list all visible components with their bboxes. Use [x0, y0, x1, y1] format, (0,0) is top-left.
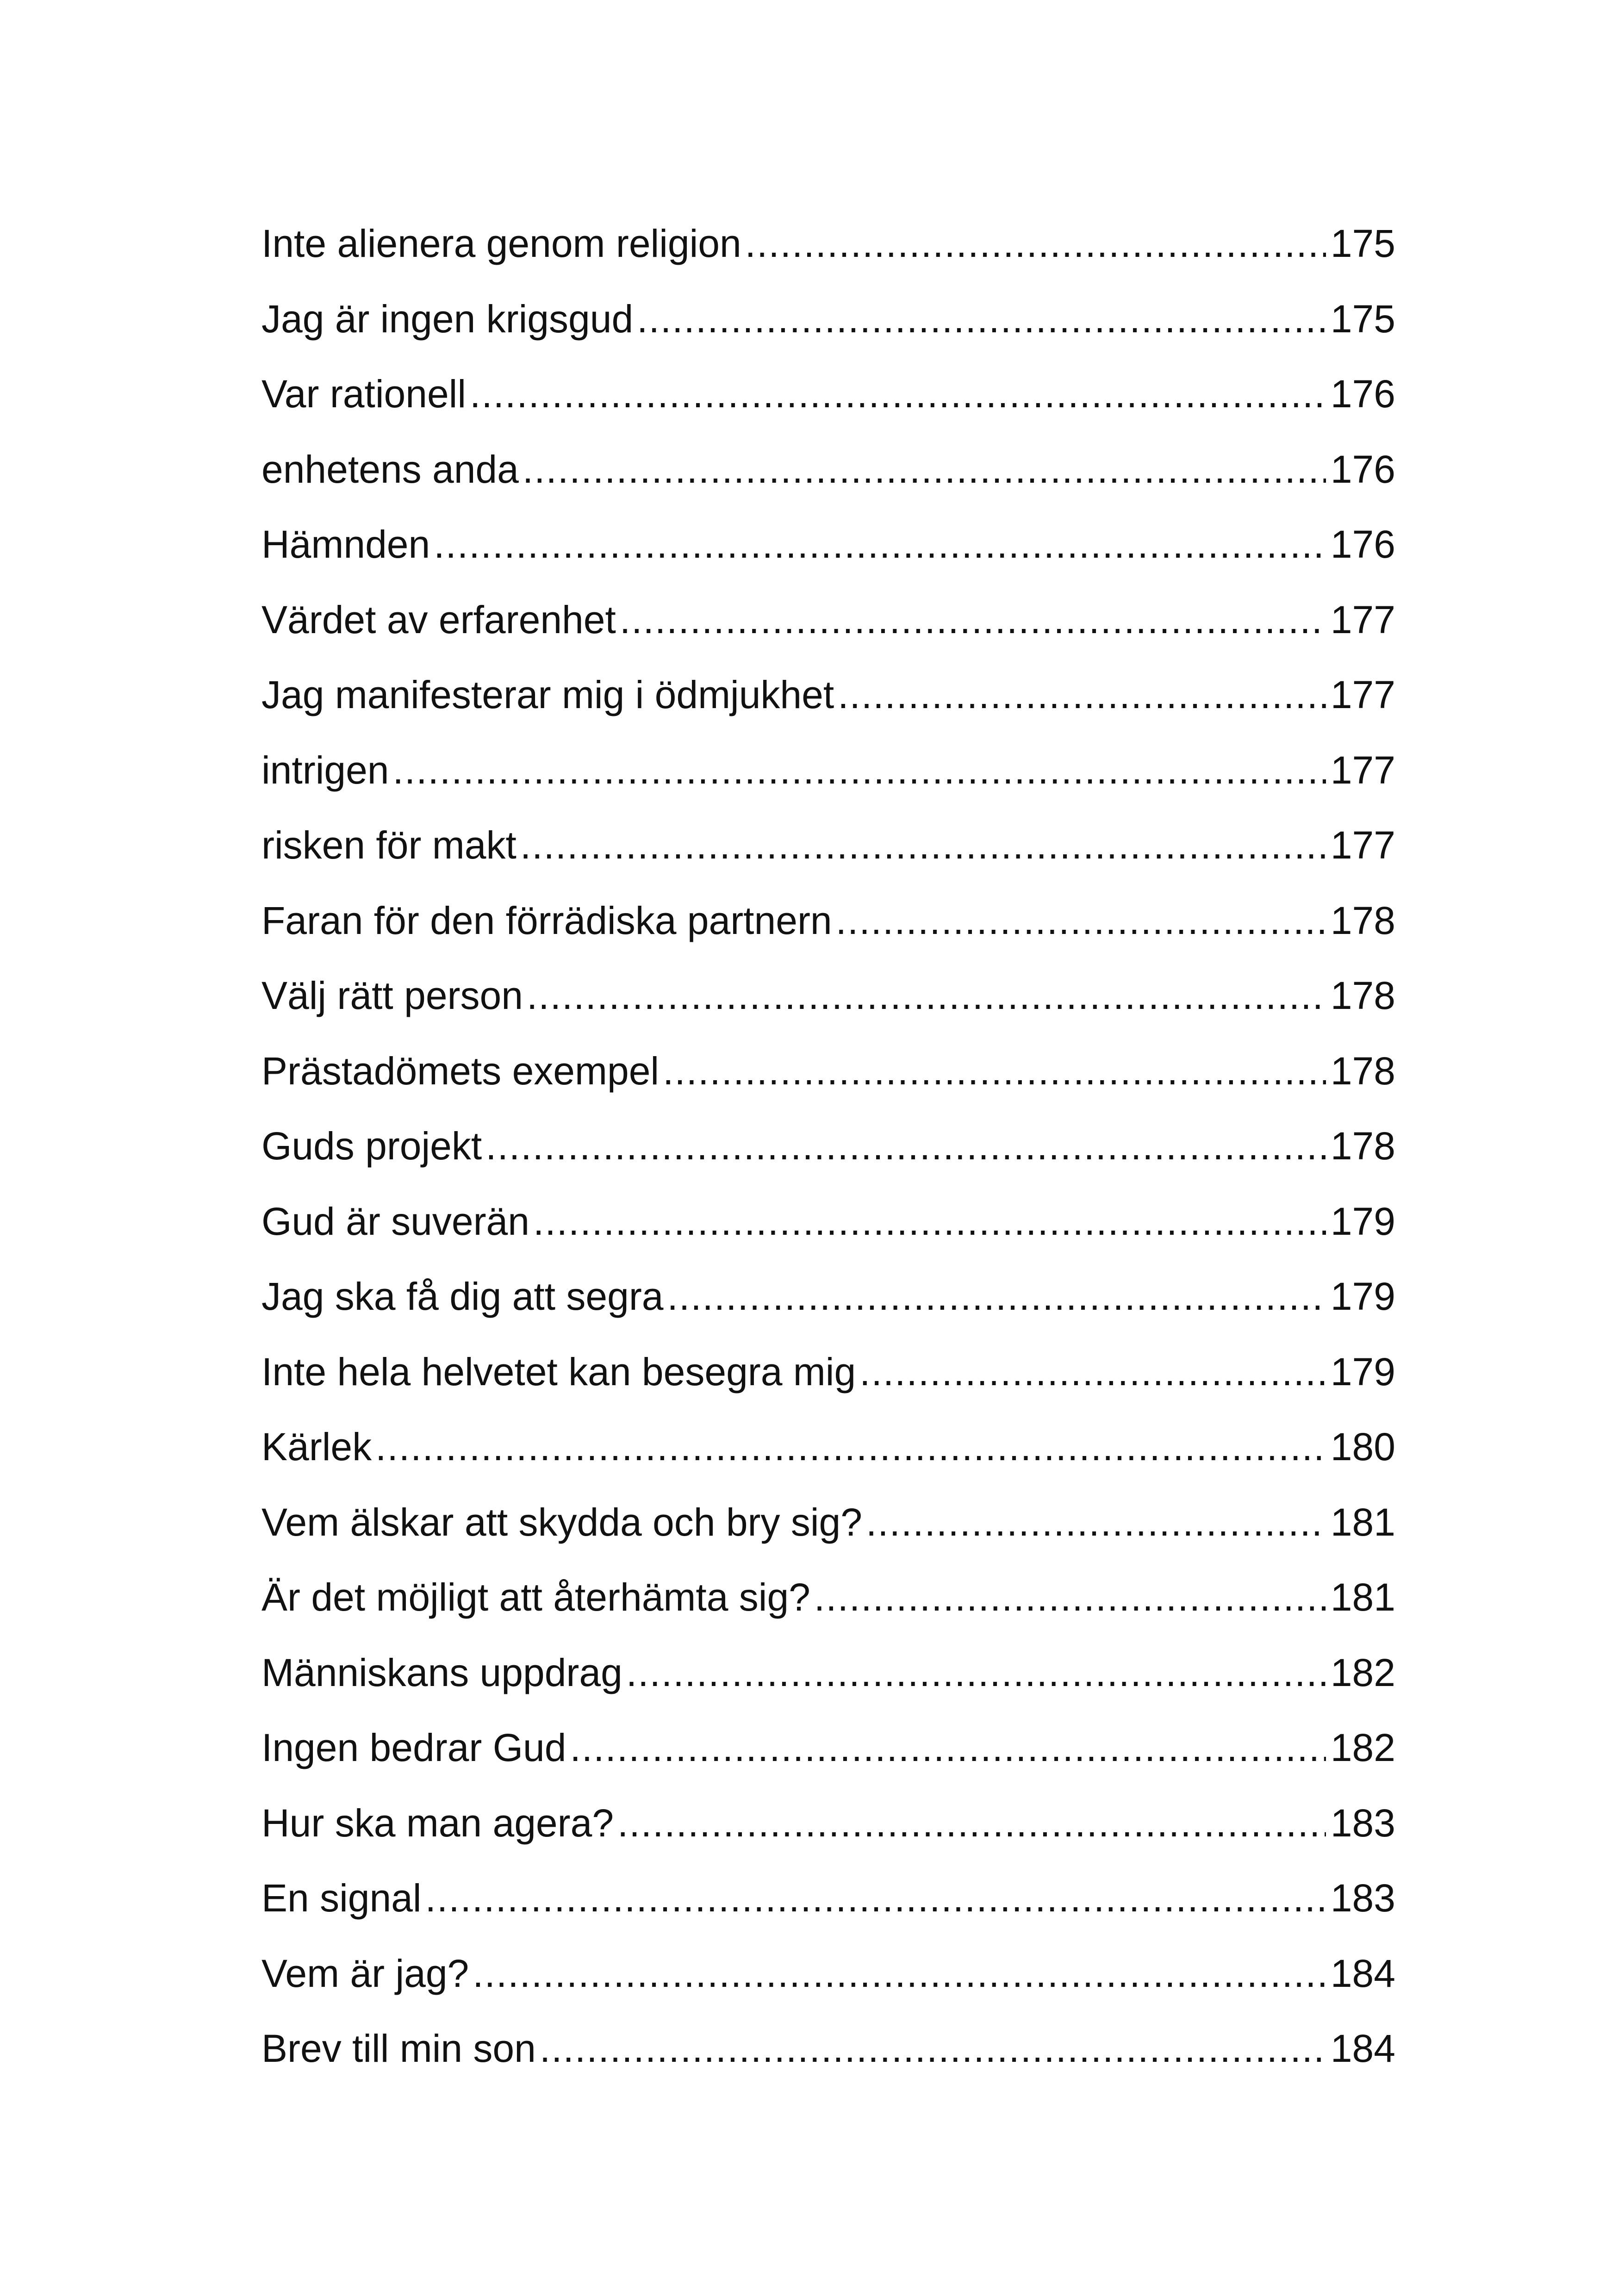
toc-entry-title: Välj rätt person	[261, 974, 523, 1017]
toc-entry	[261, 657, 1395, 733]
toc-dot-leader	[570, 1710, 1326, 1786]
toc-entry	[261, 1108, 1395, 1184]
toc-page-number: 178	[1330, 1049, 1395, 1093]
toc-dot-leader	[533, 1184, 1326, 1259]
toc-entry-title: Var rationell	[261, 372, 466, 416]
toc-dot-leader	[637, 281, 1326, 357]
toc-entry	[261, 1033, 1395, 1109]
toc-page-number: 176	[1330, 447, 1395, 491]
toc-dot-leader	[485, 1108, 1326, 1184]
toc-page-number: 179	[1330, 1350, 1395, 1394]
toc-page-number: 176	[1330, 523, 1395, 566]
toc-page-number: 175	[1330, 297, 1395, 341]
toc-dot-leader	[745, 206, 1326, 281]
toc-entry	[261, 582, 1395, 658]
toc-entry-title: Ingen bedrar Gud	[261, 1726, 566, 1769]
toc-entry	[261, 1936, 1395, 2011]
toc-entry	[261, 1635, 1395, 1711]
toc-dot-leader	[470, 356, 1326, 432]
toc-entry-title: Inte hela helvetet kan besegra mig	[261, 1350, 856, 1394]
toc-entry	[261, 2011, 1395, 2086]
toc-dot-leader	[866, 1485, 1326, 1560]
toc-dot-leader	[393, 733, 1326, 808]
toc-entry-title: Prästadömets exempel	[261, 1049, 660, 1093]
toc-page-number: 183	[1330, 1876, 1395, 1920]
toc-entry-title: Människans uppdrag	[261, 1650, 622, 1694]
toc-page-number: 183	[1330, 1801, 1395, 1845]
toc-dot-leader	[523, 432, 1326, 507]
toc-entry-title: Gud är suverän	[261, 1199, 529, 1243]
toc-dot-leader	[527, 958, 1326, 1033]
toc-entry	[261, 1786, 1395, 1861]
toc-entry	[261, 1710, 1395, 1786]
toc-dot-leader	[620, 582, 1326, 658]
toc-page-number: 178	[1330, 898, 1395, 942]
toc-entry	[261, 1560, 1395, 1635]
toc-entry	[261, 1485, 1395, 1560]
toc-page-number: 176	[1330, 372, 1395, 416]
toc-entry	[261, 808, 1395, 883]
toc-entry-title: Kärlek	[261, 1425, 372, 1468]
toc-entry	[261, 206, 1395, 281]
toc-page-number: 177	[1330, 748, 1395, 792]
toc-page-number: 177	[1330, 597, 1395, 641]
toc-entry-title: risken för makt	[261, 823, 517, 867]
toc-page-number: 179	[1330, 1199, 1395, 1243]
toc-dot-leader	[814, 1560, 1326, 1635]
toc-entry-title: Jag ska få dig att segra	[261, 1275, 664, 1318]
toc-dot-leader	[540, 2011, 1326, 2086]
toc-entry-title: Inte alienera genom religion	[261, 222, 741, 265]
toc-entry	[261, 883, 1395, 958]
toc-entry	[261, 281, 1395, 357]
toc-entry-title: Är det möjligt att återhämta sig?	[261, 1575, 810, 1619]
toc-entry-title: intrigen	[261, 748, 389, 792]
toc-page-number: 175	[1330, 222, 1395, 265]
toc-dot-leader	[836, 883, 1326, 958]
toc-dot-leader	[838, 657, 1326, 733]
toc-entry-title: Vem är jag?	[261, 1951, 469, 1995]
toc-entry	[261, 958, 1395, 1033]
toc-page-number: 181	[1330, 1575, 1395, 1619]
toc-page-number: 180	[1330, 1425, 1395, 1468]
table-of-contents	[261, 206, 1395, 2086]
toc-entry-title: Jag manifesterar mig i ödmjukhet	[261, 673, 834, 716]
toc-entry	[261, 1184, 1395, 1259]
toc-dot-leader	[617, 1786, 1326, 1861]
toc-entry	[261, 733, 1395, 808]
toc-entry	[261, 1259, 1395, 1334]
toc-page-number: 177	[1330, 823, 1395, 867]
toc-entry-title: Värdet av erfarenhet	[261, 597, 616, 641]
toc-dot-leader	[667, 1259, 1326, 1334]
toc-entry-title: Vem älskar att skydda och bry sig?	[261, 1500, 862, 1544]
toc-dot-leader	[473, 1936, 1326, 2011]
toc-page-number: 182	[1330, 1650, 1395, 1694]
toc-page-number: 178	[1330, 974, 1395, 1017]
toc-page-number: 177	[1330, 673, 1395, 716]
toc-entry-title: enhetens anda	[261, 447, 519, 491]
toc-page-number: 184	[1330, 1951, 1395, 1995]
toc-page-number: 179	[1330, 1275, 1395, 1318]
toc-entry	[261, 1334, 1395, 1410]
toc-entry-title: Faran för den förrädiska partnern	[261, 898, 832, 942]
toc-dot-leader	[626, 1635, 1326, 1711]
toc-entry-title: Hämnden	[261, 523, 430, 566]
toc-entry-title: Hur ska man agera?	[261, 1801, 614, 1845]
toc-entry	[261, 1860, 1395, 1936]
toc-dot-leader	[375, 1409, 1326, 1485]
toc-page-number: 178	[1330, 1124, 1395, 1168]
toc-entry-title: En signal	[261, 1876, 422, 1920]
toc-dot-leader	[425, 1860, 1326, 1936]
toc-entry	[261, 432, 1395, 507]
toc-entry-title: Guds projekt	[261, 1124, 482, 1168]
toc-page-number: 181	[1330, 1500, 1395, 1544]
toc-dot-leader	[663, 1033, 1326, 1109]
toc-dot-leader	[520, 808, 1326, 883]
toc-dot-leader	[434, 507, 1326, 582]
toc-page-number: 182	[1330, 1726, 1395, 1769]
toc-entry	[261, 356, 1395, 432]
toc-page-number: 184	[1330, 2027, 1395, 2070]
toc-entry-title: Jag är ingen krigsgud	[261, 297, 634, 341]
toc-entry	[261, 1409, 1395, 1485]
toc-entry	[261, 507, 1395, 582]
toc-entry-title: Brev till min son	[261, 2027, 536, 2070]
toc-dot-leader	[859, 1334, 1326, 1410]
